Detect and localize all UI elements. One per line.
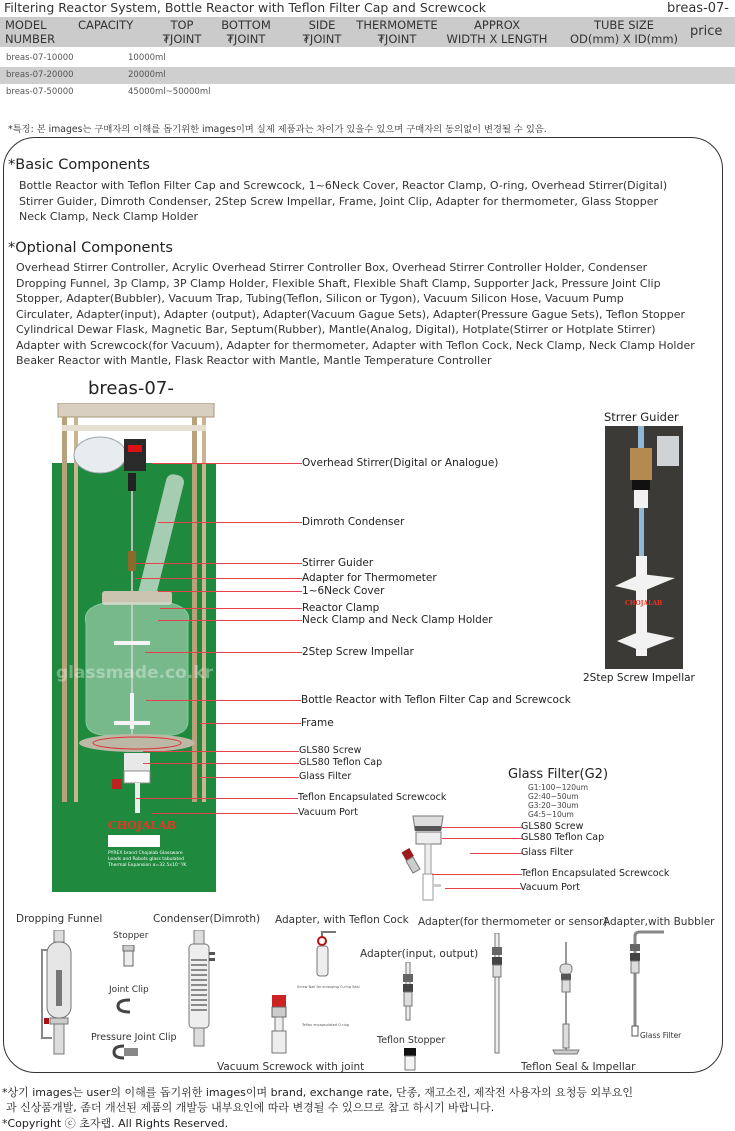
callout-neck-clamp: Neck Clamp and Neck Clamp Holder — [302, 614, 493, 626]
reactor-photo — [52, 403, 216, 816]
label-teflon-oring: Teflon encapsulated O-ring — [302, 1023, 350, 1027]
basic-components-title: *Basic Components — [8, 157, 150, 173]
col-top-joint: TOP ₮JOINT — [162, 18, 202, 46]
filter-callout-vacuum-port: Vacuum Port — [520, 882, 580, 893]
callout-glass-filter: Glass Filter — [299, 771, 352, 782]
label-pressure-joint-clip: Pressure Joint Clip — [91, 1032, 177, 1043]
copyright: *Copyright ⓒ 초자랩. All Rights Reserved. — [2, 1117, 229, 1130]
impellar-illustration — [605, 426, 683, 669]
callout-impellar: 2Step Screw Impellar — [302, 646, 414, 658]
label-teflon-seal: Teflon Seal & Impellar — [521, 1061, 636, 1073]
cell-capacity: 45000ml~50000ml — [128, 87, 211, 97]
col-price: price — [690, 24, 723, 39]
leader-line — [136, 798, 298, 799]
dropping-funnel-icon — [38, 930, 78, 1062]
leader-line — [152, 463, 302, 464]
cell-model: breas-07-10000 — [6, 53, 74, 63]
callout-neck-cover: 1~6Neck Cover — [302, 585, 385, 597]
callout-gls80-screw: GLS80 Screw — [299, 745, 362, 756]
label-teflon-stopper: Teflon Stopper — [377, 1035, 446, 1046]
leader-line — [143, 751, 299, 752]
side-photo-caption: 2Step Screw Impellar — [583, 672, 695, 684]
optional-components-title: *Optional Components — [8, 240, 173, 256]
leader-line — [152, 813, 298, 814]
label-condenser: Condenser(Dimroth) — [153, 913, 261, 925]
photo-spec-text: PYREX brand Chojalab Glassware Leads and Robots glass tabulated Thermal Expansion α=32.5x10⁻⁷/K — [108, 851, 187, 868]
reactor-photo-base — [52, 816, 216, 892]
dimroth-condenser-icon — [183, 930, 217, 1048]
label-bubbler-filter: Glass Filter — [640, 1031, 682, 1040]
leader-line — [200, 723, 301, 724]
col-bottom-joint: BOTTOM ₮JOINT — [221, 18, 271, 46]
table-row — [0, 67, 735, 84]
label-screw-nail: Screw Nail for enlarging O-ring Seal — [297, 985, 360, 989]
photo-brand: CHOJALAB — [108, 819, 177, 832]
leader-line — [158, 522, 302, 523]
callout-screwcock: Teflon Encapsulated Screwcock — [298, 792, 447, 803]
leader-line — [143, 763, 299, 764]
table-row — [0, 84, 735, 101]
label-adapter-teflon-cock: Adapter, with Teflon Cock — [275, 914, 409, 926]
label-joint-clip: Joint Clip — [109, 985, 149, 995]
filter-callout-glass-filter: Glass Filter — [521, 847, 574, 858]
leader-line — [445, 888, 521, 889]
callout-frame: Frame — [301, 717, 334, 729]
callout-gls80-cap: GLS80 Teflon Cap — [299, 757, 383, 768]
leader-line — [158, 591, 302, 592]
col-thermometer-joint: THERMOMETE ₮JOINT — [356, 18, 438, 46]
leader-line — [160, 608, 302, 609]
cell-model: breas-07-50000 — [6, 87, 74, 97]
leader-line — [442, 827, 522, 828]
cell-model: breas-07-20000 — [6, 70, 74, 80]
leader-line — [200, 777, 299, 778]
leader-line — [158, 620, 302, 621]
footer-notice-1: *상기 images는 user의 이해를 돕기위한 images이며 brand, exchange rate, 단종, 재고소진, 제작전 사용자의 요청등 외부요인 — [2, 1086, 633, 1099]
label-stopper: Stopper — [113, 931, 149, 941]
leader-line — [442, 838, 522, 839]
impellar-photo — [605, 426, 683, 669]
spec-table-header — [0, 17, 735, 47]
label-vacuum-screwcock: Vacuum Screwock with joint — [217, 1061, 365, 1073]
callout-dimroth-condenser: Dimroth Condenser — [302, 516, 405, 528]
figure-title: breas-07- — [88, 378, 174, 399]
cell-capacity: 20000ml — [128, 70, 166, 80]
adapter-teflon-cock-icon — [312, 930, 340, 980]
reactor-illustration — [52, 403, 216, 816]
leader-line — [146, 700, 301, 701]
leader-line — [145, 652, 302, 653]
label-plate — [108, 835, 160, 847]
filter-grades: G1:100~120um G2:40~50um G3:20~30um G4:5~10um — [528, 783, 589, 819]
leader-line — [135, 563, 302, 564]
callout-stirrer-guider: Stirrer Guider — [302, 557, 374, 569]
col-side-joint: SIDE ₮JOINT — [302, 18, 342, 46]
teflon-seal-impellar-icon — [551, 942, 581, 1056]
teflon-stopper-icon — [402, 1048, 418, 1072]
pressure-joint-clip-icon — [112, 1044, 140, 1060]
optional-components-list: Overhead Stirrer Controller, Acrylic Overhead Stirrer Controller Box, Overhead Stirrer Controller Holder, Condenser Dropping Funnel, 3p Clamp, 3P Clamp Holder, Flexible Shaft, Flexible Shaft Clamp, Supporter Jack, Pressure Joint Clip Stopper, Adapter(Bubbler), Vacuum Trap, Tubing(Teflon, Silicon or Tygon), Vacuum Silicon Hose, Vacuum Pump Circulater, Adapter(input), Adapter (output), Adapter(Vacuum Gague Sets), Adapter(Pressure Gague Sets), Teflon Stopper Cylindrical Dewar Flask, Magnetic Bar, Septum(Rubber), Mantle(Analog, Digital), Hotplate(Stirrer or Hotplate Stirrer) Adapter with Screwcock(for Vacuum), Adapter for thermometer, Adapter with Teflon Cock, Neck Clamp, Neck Clamp Holder Beaker Reactor with Mantle, Flask Reactor with Mantle, Mantle Temperature Controller — [16, 261, 695, 367]
watermark: glassmade.co.kr — [56, 663, 213, 683]
callout-adapter-thermometer: Adapter for Thermometer — [302, 572, 437, 584]
page-title: Filtering Reactor System, Bottle Reactor with Teflon Filter Cap and Screwcock — [4, 0, 487, 15]
cell-capacity: 10000ml — [128, 53, 166, 63]
filter-callout-screwcock: Teflon Encapsulated Screwcock — [521, 868, 670, 879]
filter-callout-screw: GLS80 Screw — [521, 821, 584, 832]
adapter-input-output-icon — [400, 962, 416, 1022]
joint-clip-icon — [116, 998, 136, 1014]
col-tube-size: TUBE SIZE OD(mm) X ID(mm) — [569, 18, 679, 46]
label-dropping-funnel: Dropping Funnel — [16, 913, 103, 925]
impellar-brand: CHOJALAB — [625, 600, 663, 607]
col-capacity: CAPACITY — [78, 18, 134, 32]
stopper-icon — [120, 945, 138, 967]
model-code: breas-07- — [667, 1, 729, 16]
label-adapter-input-output: Adapter(input, output) — [360, 948, 479, 960]
col-approx-size: APPROX WIDTH X LENGTH — [446, 18, 548, 46]
label-adapter-bubbler: Adapter,with Bubbler — [603, 916, 715, 928]
footer-notice-2: 과 신상품개발, 좀더 개선된 제품의 개발등 내부요인에 따라 변경될 수 있으므로 참고 하시기 바랍니다. — [6, 1101, 495, 1114]
filter-callout-cap: GLS80 Teflon Cap — [521, 832, 605, 843]
glass-filter-title: Glass Filter(G2) — [508, 767, 609, 782]
adapter-bubbler-icon — [626, 930, 666, 1038]
vacuum-screwcock-icon — [268, 995, 290, 1055]
table-row — [0, 50, 735, 67]
callout-overhead-stirrer: Overhead Stirrer(Digital or Analogue) — [302, 457, 499, 469]
leader-line — [470, 853, 522, 854]
notice-top: *특징: 본 images는 구매자의 이해를 돕기위한 images이며 실제 제품과는 차이가 있을수 있으며 구매자의 동의없이 변경될 수 있음. — [8, 124, 547, 135]
callout-bottle-reactor: Bottle Reactor with Teflon Filter Cap and Screwcock — [301, 694, 571, 706]
leader-line — [432, 874, 522, 875]
adapter-thermometer-icon — [489, 933, 505, 1055]
col-model: MODEL NUMBER — [5, 18, 56, 46]
callout-vacuum-port: Vacuum Port — [298, 807, 358, 818]
leader-line — [135, 578, 302, 579]
label-adapter-thermometer: Adapter(for thermometer or sensor) — [418, 916, 608, 928]
basic-components-list: Bottle Reactor with Teflon Filter Cap and Screwcock, 1~6Neck Cover, Reactor Clamp, O-ring, Overhead Stirrer(Digital) Stirrer Guider, Dimroth Condenser, 2Step Screw Impellar, Frame, Joint Clip, Adapter for thermometer, Glass Stopper Neck Clamp, Neck Clamp Holder — [19, 179, 668, 223]
callout-reactor-clamp: Reactor Clamp — [302, 602, 380, 614]
side-photo-title: Strrer Guider — [604, 410, 679, 424]
